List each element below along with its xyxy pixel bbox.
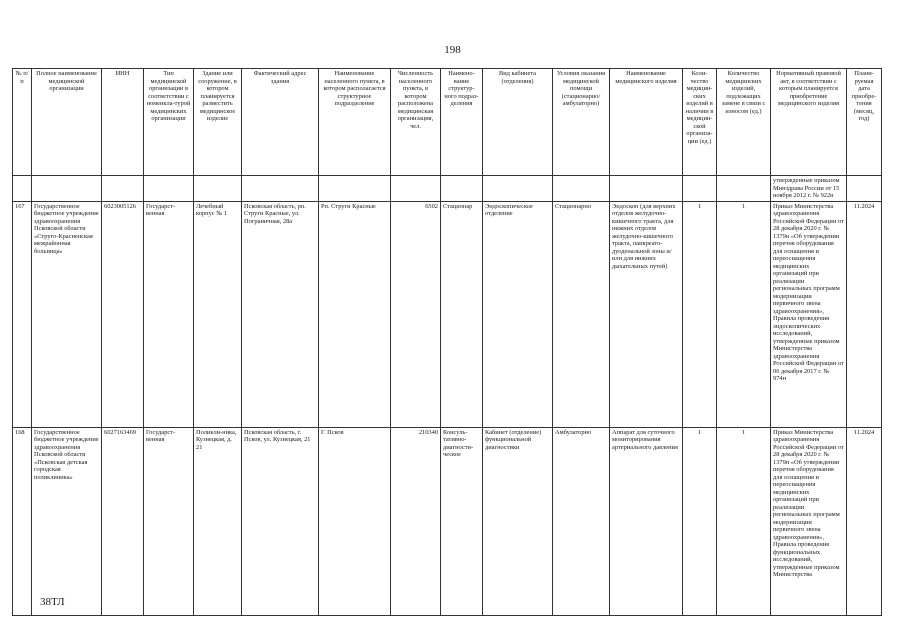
table-row — [13, 427, 882, 615]
row-number: 167 — [13, 201, 32, 427]
col-header-division: Наимено-вание структур-ного подраз-деления — [441, 69, 483, 176]
page-number: 198 — [444, 44, 461, 56]
available-count: 1 — [683, 201, 717, 427]
org-type: Государст-венная — [144, 427, 194, 615]
col-header-inn: ИНН — [102, 69, 144, 176]
cabinet: Кабинет (отделение) функциональной диагностики — [483, 427, 553, 615]
locality: Г. Псков — [319, 427, 391, 615]
division: Консуль-тативно-диагности-ческое — [441, 427, 483, 615]
address: Псковская область, рп. Струги Красные, ул. Пограничная, 28а — [242, 201, 319, 427]
col-header-conditions: Условия оказания медицинской помощи (стационарно/амбулаторно) — [553, 69, 610, 176]
col-header-building: Здание или сооружение, в котором планируется разместить медицинское изделие — [194, 69, 242, 176]
building: Лечебный корпус № 1 — [194, 201, 242, 427]
equipment-table — [12, 68, 882, 616]
col-header-locality: Наименование населенного пункта, в котором располагается структурное подразделение — [319, 69, 391, 176]
building: Поликли-ника, Кузнецкая, д. 21 — [194, 427, 242, 615]
address: Псковская область, г. Псков, ул. Кузнецкая, 21 — [242, 427, 319, 615]
continuation-row — [13, 176, 882, 202]
inn: 6027163469 — [102, 427, 144, 615]
header-row — [13, 69, 882, 176]
population: 210340 — [391, 427, 441, 615]
cabinet: Эндоскопическое отделение — [483, 201, 553, 427]
org-type: Государст-венная — [144, 201, 194, 427]
continued-legal-act: утвержденные приказом Минздрава России от 15 ноября 2012 г. № 922н — [771, 176, 847, 202]
locality: Рп. Струги Красные — [319, 201, 391, 427]
col-header-population: Численность населенного пункта, в котором расположена медицинская организация, чел. — [391, 69, 441, 176]
planned-date: 11.2024 — [847, 427, 882, 615]
planned-date: 11.2024 — [847, 201, 882, 427]
org-name: Государственное бюджетное учреждение здравоохранения Псковской области «Псковская детская городская поликлиника» — [32, 427, 102, 615]
conditions: Стационарно — [553, 201, 610, 427]
col-header-org-name: Полное наименование медицинской организации — [32, 69, 102, 176]
legal-act: Приказ Министерства здравоохранения Российской Федерации от 28 декабря 2020 г. № 1379н «Об утверждении перечня оборудования для оснащения и переоснащения медицинских организаций при реализации региональных программ модернизации первичного звена здравоохранения», Правила проведения функциональных исследований, утвержденные приказом Министерства — [771, 427, 847, 615]
footer-code: 38ТЛ — [40, 596, 65, 608]
device-name: Аппарат для суточного мониторирования артериального давления — [610, 427, 683, 615]
device-name: Эндоскоп (для верхних отделов желудочно-кишечного тракта, для нижних отделов желудочно-кишечного тракта, панкреато-дуоденальной зоны и/или для нижних дыхательных путей) — [610, 201, 683, 427]
legal-act: Приказ Министерства здравоохранения Российской Федерации от 28 декабря 2020 г. № 1379н «Об утверждении перечня оборудования для оснащения и переоснащения медицинских организаций при реализации региональных программ модернизации первичного звена здравоохранения», Правила проведения эндоскопических исследований, утвержденные приказом Министерства здравоохранения Российской Федерации от 06 декабря 2017 г. № 974н — [771, 201, 847, 427]
table-row — [13, 201, 882, 427]
division: Стационар — [441, 201, 483, 427]
col-header-replace: Количество медицинских изделий, подлежащих замене в связи с износом (ед.) — [717, 69, 771, 176]
replace-count: 1 — [717, 427, 771, 615]
col-header-address: Фактический адрес здания — [242, 69, 319, 176]
col-header-cabinet: Вид кабинета (отделения) — [483, 69, 553, 176]
col-header-available: Коли-чество медицин-ских изделий в наличии в медицин-ской организа-ции (ед.) — [683, 69, 717, 176]
row-number: 168 — [13, 427, 32, 615]
col-header-org-type: Тип медицинской организации в соответствии с номенкла-турой медицинских организации — [144, 69, 194, 176]
replace-count: 1 — [717, 201, 771, 427]
col-header-device: Наименование медицинского изделия — [610, 69, 683, 176]
org-name: Государственное бюджетное учреждение здравоохранения Псковской области «Струго-Красненская межрайонная больница» — [32, 201, 102, 427]
col-header-date: Плани-руемая дата приобре-тения (месяц, год) — [847, 69, 882, 176]
inn: 6023005126 — [102, 201, 144, 427]
conditions: Амбулаторно — [553, 427, 610, 615]
col-header-legal-act: Нормативный правовой акт, в соответствии с которым планируется приобретение медицинского изделия — [771, 69, 847, 176]
population: 6502 — [391, 201, 441, 427]
col-header-number: № п/п — [13, 69, 32, 176]
available-count: 1 — [683, 427, 717, 615]
